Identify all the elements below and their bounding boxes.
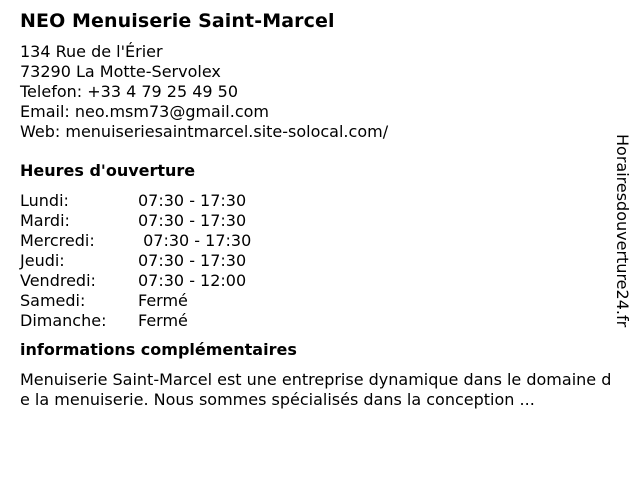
hours-day: Lundi: (20, 191, 69, 210)
business-card (20, 8, 620, 410)
hours-title: Heures d'ouverture (20, 161, 196, 180)
hours-time: 07:30 - 17:30 (138, 251, 247, 270)
hours-time: 07:30 - 17:30 (138, 211, 247, 230)
hours-row (20, 271, 620, 291)
hours-row (20, 291, 620, 311)
hours-time: 07:30 - 12:00 (138, 271, 247, 290)
hours-row (20, 191, 620, 211)
hours-row (20, 211, 620, 231)
hours-row (20, 311, 620, 331)
hours-time: 07:30 - 17:30 (138, 191, 247, 210)
address-line-2: 73290 La Motte-Servolex (20, 62, 221, 81)
hours-day: Vendredi: (20, 271, 96, 290)
email-line[interactable]: Email: neo.msm73@gmail.com (20, 102, 270, 121)
hours-time: 07:30 - 17:30 (138, 231, 252, 250)
info-description: Menuiserie Saint-Marcel est une entreprise dynamique dans le domaine de la menuiserie. Nous sommes spécialisés dans la conception ... (20, 370, 612, 409)
hours-row (20, 231, 620, 251)
hours-time: Fermé (138, 311, 188, 330)
address-line-1: 134 Rue de l'Érier (20, 42, 163, 61)
hours-day: Dimanche: (20, 311, 107, 330)
hours-day: Jeudi: (20, 251, 65, 270)
hours-row (20, 251, 620, 271)
hours-day: Mercredi: (20, 231, 95, 250)
hours-day: Mardi: (20, 211, 70, 230)
side-brand-text[interactable]: Horairesdouverture24.fr (613, 134, 632, 328)
hours-table (20, 191, 620, 331)
info-title: informations complémentaires (20, 340, 297, 359)
business-name: NEO Menuiserie Saint-Marcel (20, 10, 335, 32)
phone-line[interactable]: Telefon: +33 4 79 25 49 50 (20, 82, 239, 101)
hours-day: Samedi: (20, 291, 86, 310)
web-line[interactable]: Web: menuiseriesaintmarcel.site-solocal.com/ (20, 122, 389, 141)
hours-time: Fermé (138, 291, 188, 310)
